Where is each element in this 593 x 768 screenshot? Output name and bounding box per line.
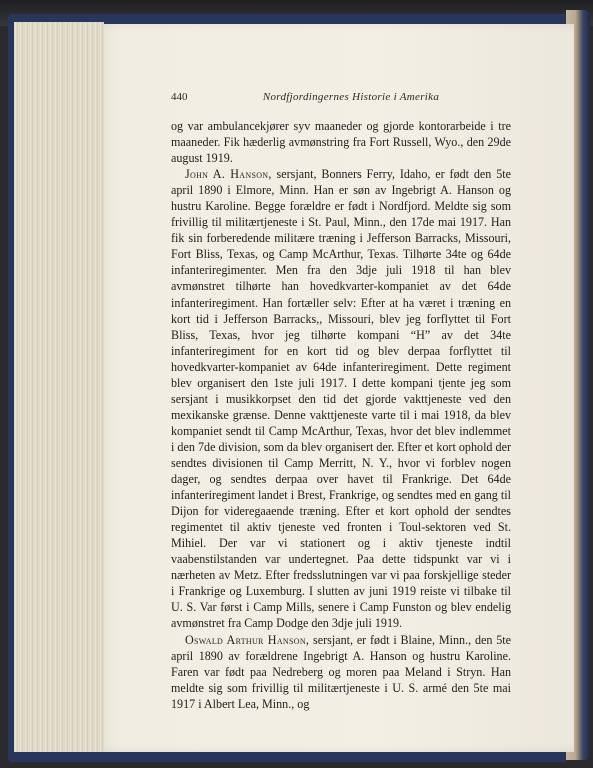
person-name: Oswald Arthur Hanson,	[185, 632, 310, 647]
running-title: Nordfjordingernes Historie i Amerika	[262, 91, 440, 103]
page-header	[171, 91, 511, 107]
paragraph	[171, 166, 511, 631]
paragraph-text: og var ambulancekjører syv maaneder og gjorde kontorarbeide i tre maaneder. Fik hæderlig avmønstring fra Fort Russell, Wyo., den 29de august 1919.	[171, 119, 511, 166]
paragraph-text: sersjant, Bonners Ferry, Idaho, er født den 5te april 1890 i Elmore, Minn. Han er søn av Ingebrigt A. Hanson og hustru Karoline. Begge forældre er født i Nordfjord. Meldte sig som frivillig til militærtjeneste i St. Paul, Minn., den 17de mai 1917. Han fik sin forberedende militære træning i Jefferson Barracks, Missouri, Fort Bliss, Texas, og Camp McArthur, Texas. Tilhørte 34te og 64de infanteriregimenter. Men fra den 3dje juli 1918 til han blev avmønstret tilhørte han hovedkvarter-kompaniet av det 64de infanteriregiment. Han fortæller selv: Efter at ha været i træning en kort tid i Jefferson Barracks,, Missouri, blev jeg forflyttet til Fort Bliss, Texas, hvor jeg tilhørte kompani “H” av det 34te infanteriregiment for en kort tid og blev derpaa forflyttet til hovedkvarter-kompaniet av 64de infanteriregiment. Dette regiment blev organisert den 1ste juli 1917. I dette kompani tjente jeg som sersjant i musikkorpset den tid det gjorde vakttjeneste ved den mexikanske grænse. Denne vakttjeneste varte til i mai 1918, da blev kompaniet sendt til Camp McArthur, Texas, hvor det blev indlemmet i den 7de division, som da blev organisert der. Efter et kort ophold der sendtes divisionen til Camp Merritt, N. Y., hvor vi forblev nogen dager, og sendtes derpaa over havet til Frankrige. Det 64de infanteriregiment landet i Brest, Frankrige, og sendtes med en gang til Dijon for videregaaende træning. Efter et kort ophold der sendtes regimentet til aktiv tjeneste ved fronten i Toul-sektoren ved St. Mihiel. Der var vi stationert og i aktiv tjeneste indtil vaabenstilstanden var undertegnet. Paa dette tidspunkt var vi i nærheten av Metz. Efter fredsslutningen var vi paa forskjellige steder i Frankrige og Luxemburg. I slutten av juni 1919 reiste vi tilbake til U. S. Var først i Camp Mills, senere i Camp Funston og blev endelig avmønstret fra Camp Dodge den 3dje juli 1919.	[171, 167, 511, 631]
page-edges	[14, 22, 104, 752]
page-number: 440	[171, 91, 188, 103]
body-text	[171, 118, 511, 712]
paragraph	[171, 632, 511, 712]
paragraph	[171, 118, 511, 166]
person-name: John A. Hanson,	[185, 167, 272, 182]
paragraph-text: sersjant, er født i Blaine, Minn., den 5te april 1890 av forældrene Ingebrigt A. Hanson og hustru Karoline. Faren var født paa Nedreberg og moren paa Meland i Stryn. Han meldte sig som frivillig til militærtjeneste i U. S. armé den 5te mai 1917 i Albert Lea, Minn., og	[171, 632, 511, 711]
